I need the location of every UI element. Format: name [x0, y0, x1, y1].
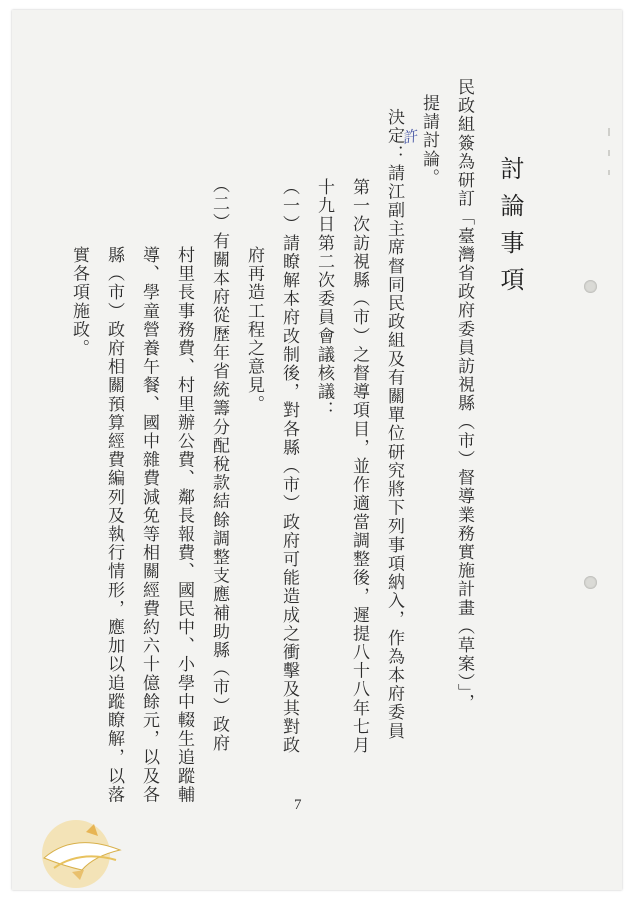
text-column-3: 決定：請江副主席督同民政組及有關單位研究將下列事項納入，作為本府委員: [384, 108, 404, 741]
text-column-12: 實各項施政。: [69, 246, 89, 358]
text-column-5: 十九日第二次委員會議核議：: [314, 178, 334, 420]
heading-discussion-items: 討論事項: [496, 156, 524, 304]
text-column-1: 民政組簽為研訂「臺灣省政府委員訪視縣（市）督導業務實施計畫（草案）」，: [454, 78, 474, 712]
binder-hole-top: [584, 280, 597, 293]
archive-logo-icon: [24, 810, 144, 890]
edge-mark: [608, 170, 610, 175]
text-column-8: （二）有關本府從歷年省統籌分配稅款結餘調整支應補助縣（市）政府: [209, 176, 229, 753]
text-column-6: （一）請瞭解本府改制後，對各縣（市）政府可能造成之衝擊及其對政: [279, 178, 299, 755]
text-column-10: 導、學童營養午餐、國中雜費減免等相關經費約六十億餘元，以及各: [139, 246, 159, 804]
text-column-9: 村里長事務費、村里辦公費、鄰長報費、國民中、小學中輟生追蹤輔: [174, 246, 194, 804]
text-column-2: 提請討論。: [419, 94, 439, 187]
handwritten-stamp: 許: [400, 126, 419, 148]
page-number: 7: [294, 797, 302, 813]
edge-mark: [608, 150, 610, 156]
text-column-7: 府再造工程之意見。: [244, 246, 264, 414]
binder-hole-bottom: [584, 576, 597, 589]
document-page: [12, 10, 622, 890]
text-column-11: 縣（市）政府相關預算經費編列及執行情形，應加以追蹤瞭解，以落: [104, 246, 124, 804]
edge-mark: [608, 128, 610, 136]
text-column-4: 第一次訪視縣（市）之督導項目，並作適當調整後，遲提八十八年七月: [349, 178, 369, 755]
